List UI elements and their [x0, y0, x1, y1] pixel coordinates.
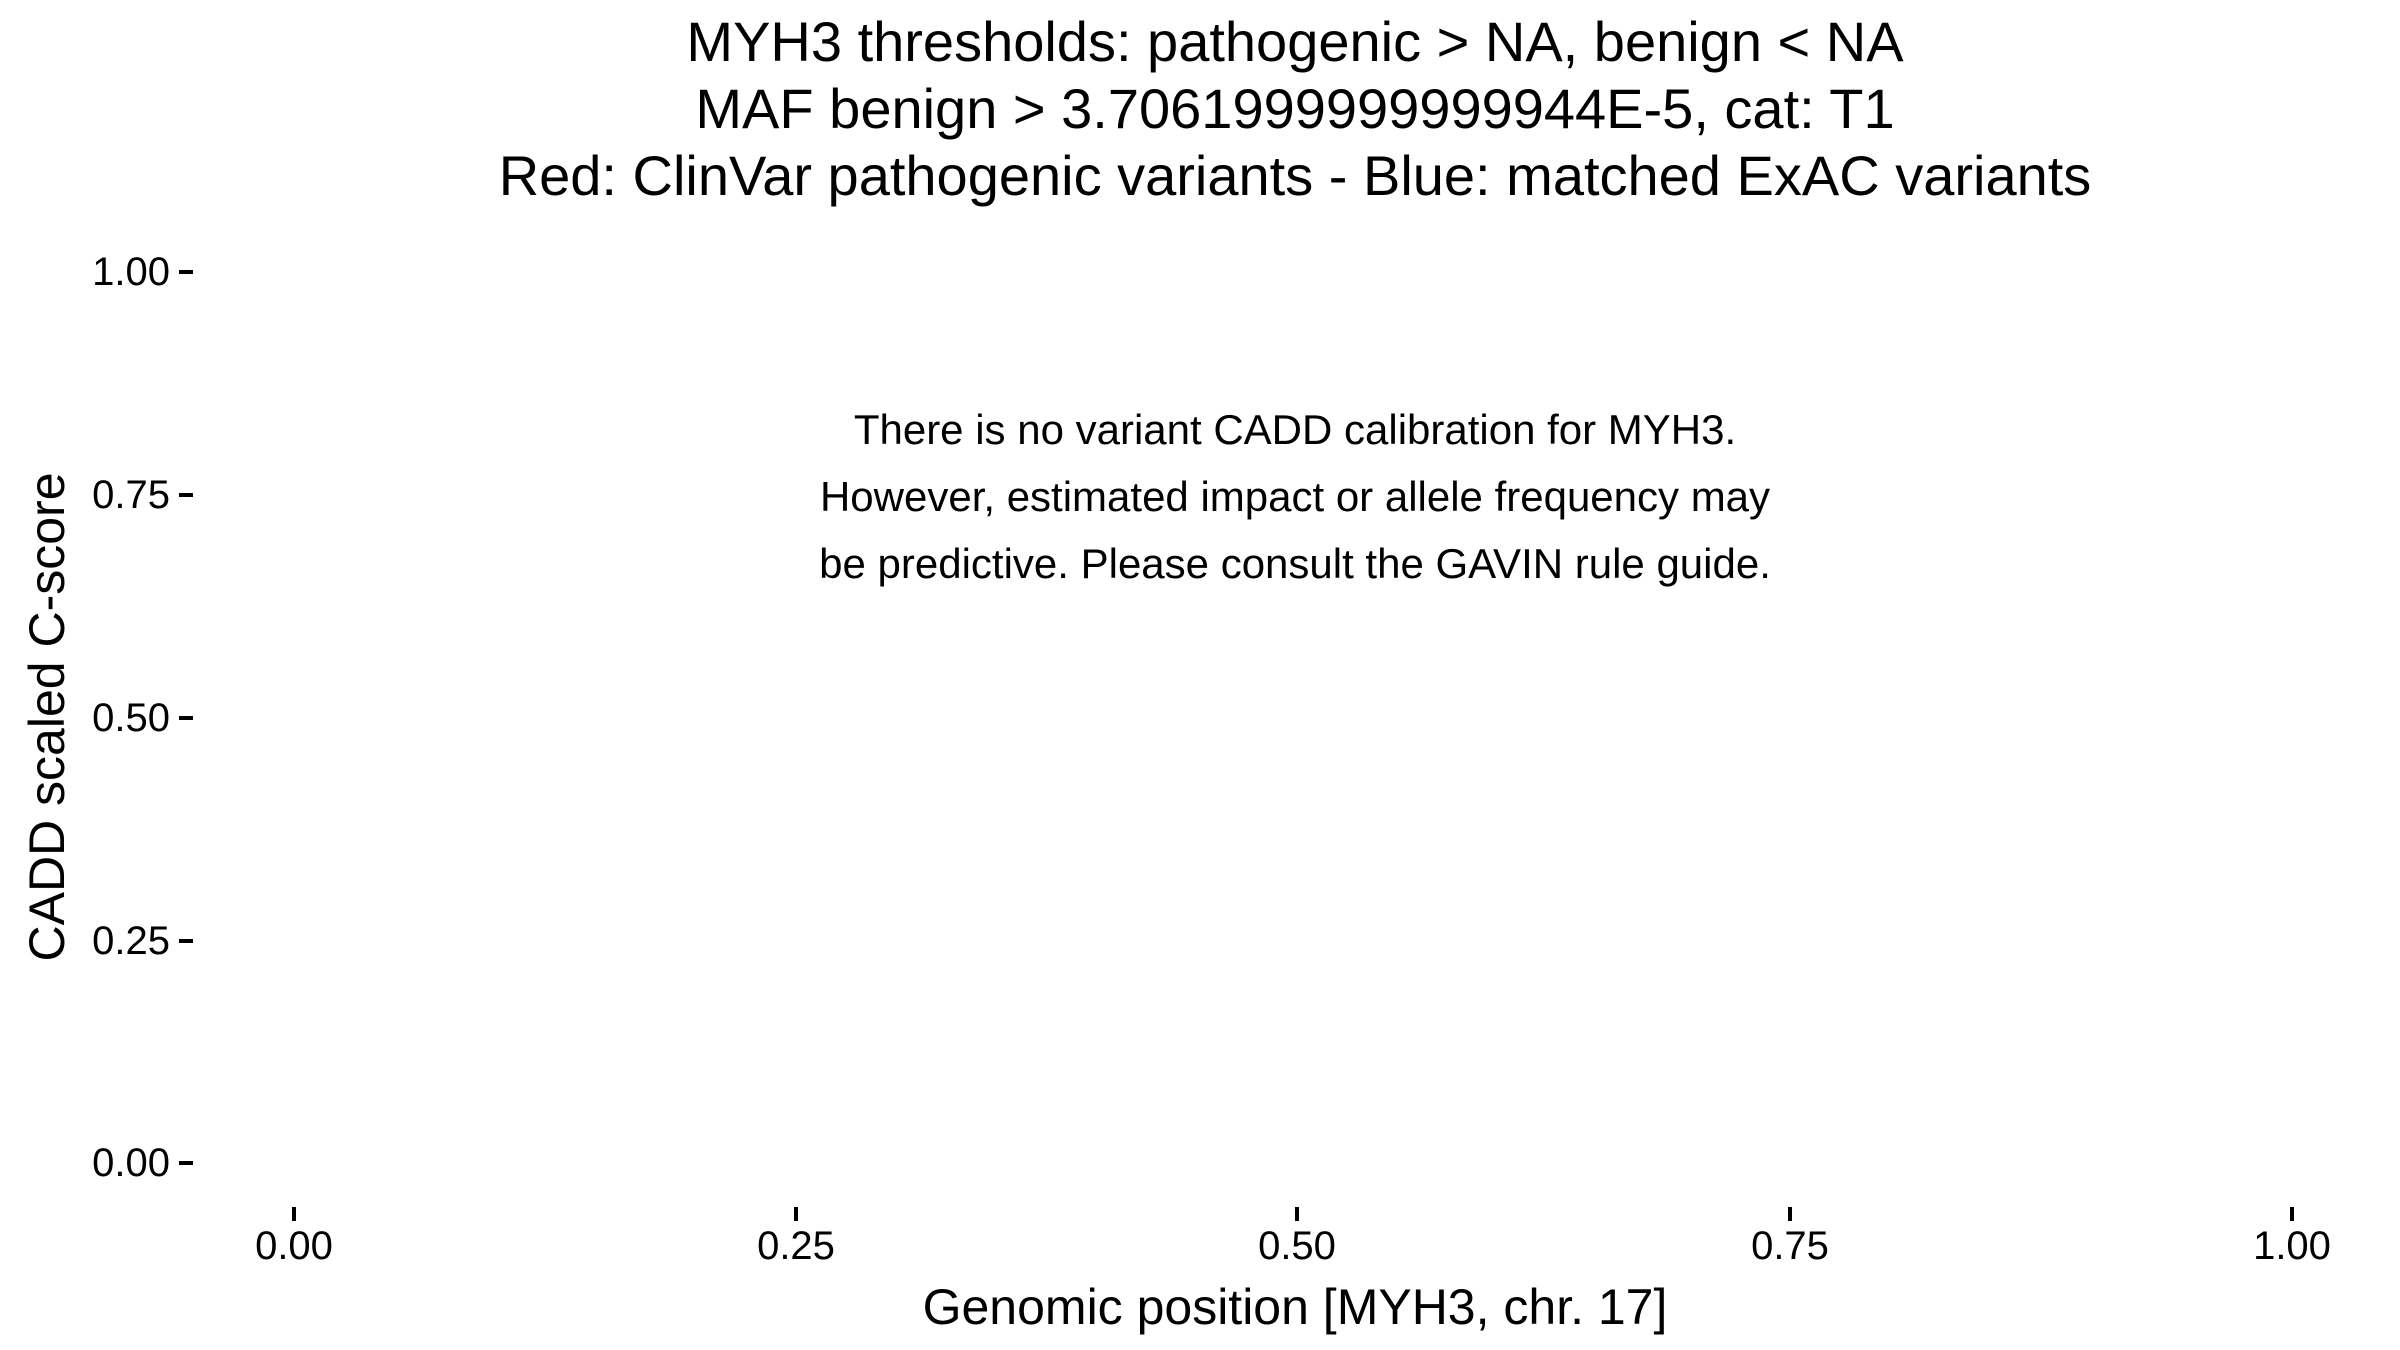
- y-tick-mark: [179, 493, 193, 497]
- annotation-line-3: be predictive. Please consult the GAVIN rule guide.: [819, 540, 1771, 587]
- x-tick-mark: [292, 1207, 296, 1221]
- x-tick-label-0.75: 0.75: [1751, 1224, 1829, 1268]
- annotation-text: [195, 396, 2395, 597]
- y-tick-label-0.25: 0.25: [92, 919, 170, 963]
- annotation-line-2: However, estimated impact or allele frequency may: [819, 473, 1771, 520]
- x-tick-mark: [1295, 1207, 1299, 1221]
- y-tick-label-0.75: 0.75: [92, 473, 170, 517]
- y-tick-mark: [179, 270, 193, 274]
- x-tick-mark: [2290, 1207, 2294, 1221]
- x-tick-label-1.00: 1.00: [2253, 1224, 2331, 1268]
- x-axis-title: Genomic position [MYH3, chr. 17]: [922, 1279, 1668, 1335]
- x-tick-label-0.50: 0.50: [1258, 1224, 1336, 1268]
- y-tick-mark: [179, 716, 193, 720]
- y-tick-mark: [179, 1161, 193, 1165]
- y-axis-title: CADD scaled C-score: [19, 472, 75, 962]
- x-tick-label-0.25: 0.25: [757, 1224, 835, 1268]
- x-tick-mark: [794, 1207, 798, 1221]
- plot-title-line-1: MYH3 thresholds: pathogenic > NA, benign < NA: [686, 10, 1904, 73]
- plot-title-line-2: MAF benign > 3.7061999999999944E-5, cat: T1: [695, 77, 1895, 140]
- annotation-line-1: There is no variant CADD calibration for MYH3.: [853, 406, 1737, 453]
- y-tick-label-1.00: 1.00: [92, 250, 170, 294]
- x-tick-mark: [1788, 1207, 1792, 1221]
- plot-panel: [195, 227, 2395, 1208]
- y-tick-label-0.00: 0.00: [92, 1141, 170, 1185]
- y-tick-mark: [179, 939, 193, 943]
- plot-title-line-3: Red: ClinVar pathogenic variants - Blue: matched ExAC variants: [498, 144, 2092, 207]
- y-tick-label-0.50: 0.50: [92, 696, 170, 740]
- x-tick-label-0.00: 0.00: [255, 1224, 333, 1268]
- plot-title: [195, 8, 2395, 209]
